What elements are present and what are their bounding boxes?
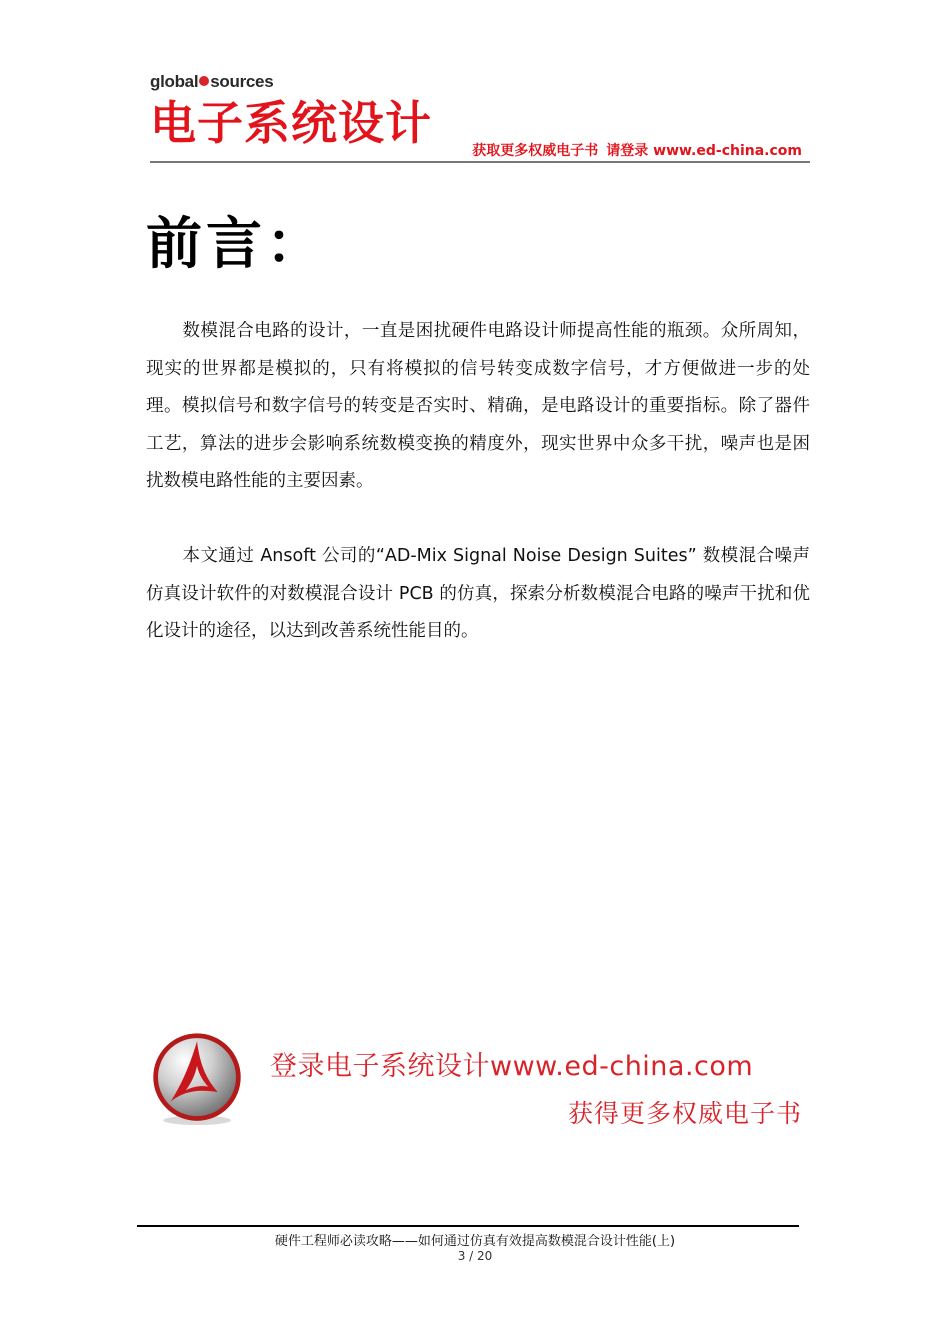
header-promo-url[interactable]: 请登录 www.ed-china.com [606, 143, 802, 159]
promo-banner[interactable] [150, 1030, 810, 1140]
brand-small-left: global [150, 72, 199, 91]
banner-line-1[interactable]: 登录电子系统设计www.ed-china.com [270, 1051, 754, 1082]
header-promo-text: 获取更多权威电子书 [472, 143, 599, 159]
paragraph-1 [146, 313, 810, 501]
paragraph-2 [146, 538, 810, 651]
footer-divider [137, 1225, 799, 1227]
page-number: 3 / 20 [457, 1249, 493, 1263]
magazine-title: 电子系统设计 [150, 96, 432, 150]
brand-dot-icon [199, 76, 209, 86]
banner-line-2: 获得更多权威电子书 [567, 1099, 802, 1128]
global-sources-logo [150, 72, 273, 92]
brand-small-right: sources [210, 72, 274, 91]
header-promo-link[interactable] [464, 140, 802, 160]
acrobat-logo-icon [150, 1032, 244, 1126]
header-divider [150, 161, 810, 163]
footer-title: 硬件工程师必读攻略——如何通过仿真有效提高数模混合设计性能(上) [274, 1234, 676, 1249]
paragraph-2-text: 本文通过 Ansoft 公司的“AD-Mix Signal Noise Design Suites” 数模混合噪声仿真设计软件的对数模混合设计 PCB 的仿真，探索分析数模混合电路的噪声干扰和优化设计的途径，以达到改善系统性能目的。 [146, 546, 810, 641]
page-header [150, 72, 810, 164]
paragraph-1-text: 数模混合电路的设计，一直是困扰硬件电路设计师提高性能的瓶颈。众所周知，现实的世界都是模拟的，只有将模拟的信号转变成数字信号，才方便做进一步的处理。模拟信号和数字信号的转变是否实时、精确，是电路设计的重要指标。除了器件工艺，算法的进步会影响系统数模变换的精度外，现实世界中众多干扰，噪声也是困扰数模电路性能的主要因素。 [146, 321, 810, 491]
section-title: 前言： [146, 212, 326, 277]
